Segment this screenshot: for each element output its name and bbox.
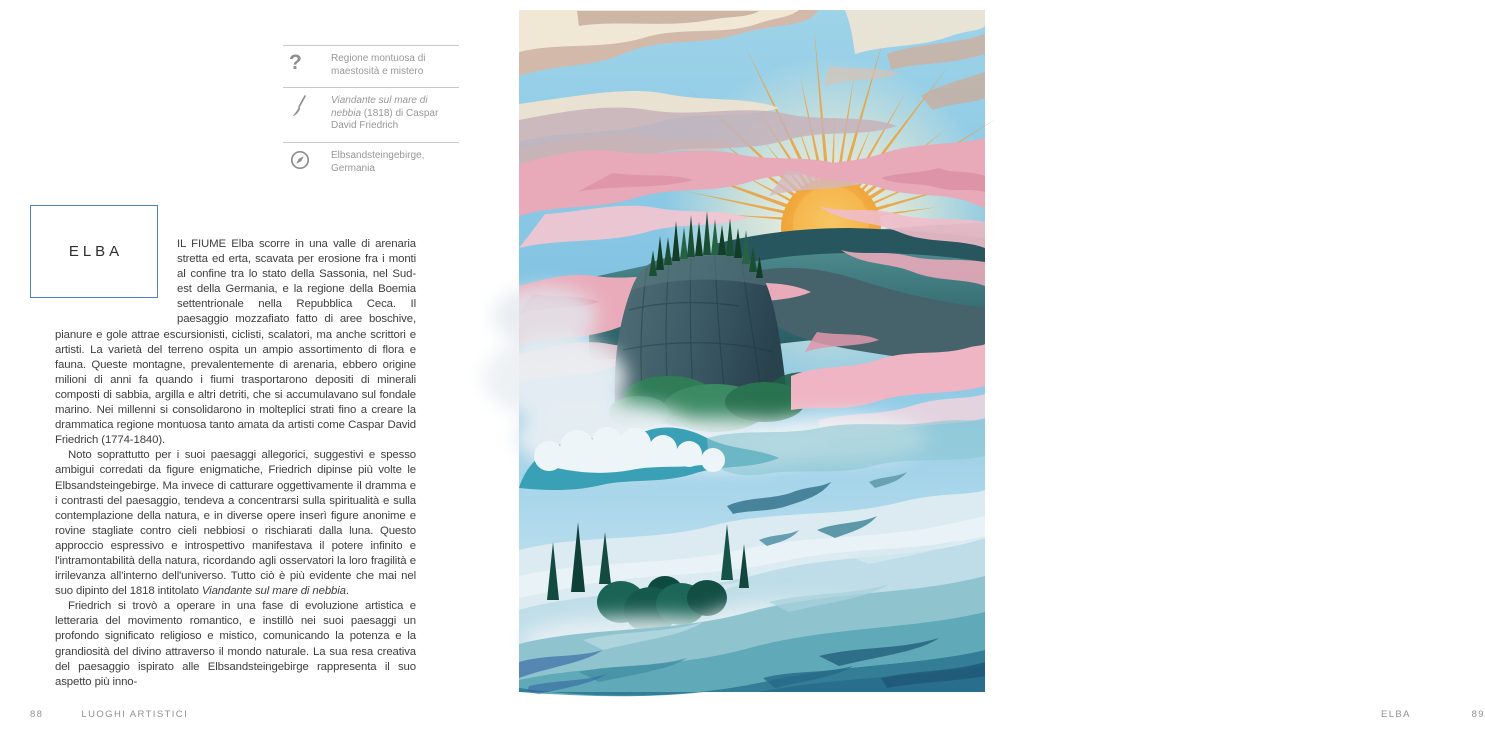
running-head-left: LUOGHI ARTISTICI	[81, 709, 189, 720]
paragraph-2: Noto soprattutto per i suoi paesaggi allegorici, suggestivi e spesso ambigui corredati da figure enigmatiche, Friedrich dipinse più volte le Elbsandsteingebirge. Ma invece di catturare oggettivamente il dramma e i contrasti del paesaggio, tendeva a concentrarsi sulla spiritualità e sulla contemplazione della natura, e in diverse opere inserì figure anonime e rovine stagliate contro cieli nebbiosi o rischiarati dalla luna. Questo approccio espressivo e introspettivo manifestava il potere infinito e l'intramontabilità della natura, ricordando agli osservatori la loro fragilità e irrilevanza all'interno dell'universo. Tutto ciò è più evidente che mai nel suo dipinto del 1818 intitolato Viandante sul mare di nebbia.	[55, 449, 416, 598]
article-text	[55, 237, 416, 690]
question-mark-icon: ?	[289, 51, 302, 74]
text-wrap-spacer	[55, 237, 177, 313]
page-number-right: 89	[1471, 709, 1485, 720]
running-head-right: ELBA	[1381, 709, 1411, 720]
paintbrush-icon	[289, 107, 309, 124]
info-item-region	[283, 45, 459, 87]
left-page	[0, 0, 500, 748]
footer-left	[30, 709, 188, 720]
caption-location: Elbsandsteingebirge, Germania	[331, 149, 425, 174]
paragraph-3: Friedrich si trovò a operare in una fase di evoluzione artistica e letteraria del movimento romantico, e instillò nei suoi paesaggi un profondo significato religioso e mistico, comunicando la potenza e la grandiosità del divino attraverso il mondo naturale. La sua resa creativa del paesaggio ispirato alle Elbsandsteingebirge rappresenta il suo aspetto più inno-	[55, 600, 416, 688]
right-page	[500, 0, 1485, 748]
paragraph-1: IL FIUME Elba scorre in una valle di arenaria stretta ed erta, scavata per erosione fra i monti al confine tra lo stato della Sassonia, nel Sud-est della Germania, e la regione della Boemia settentrionale nella Repubblica Ceca. Il paesaggio mozzafiato fatto di aree boschive, pianure e gole attrae escursionisti, ciclisti, scalatori, ma anche scrittori e artisti. La varietà del terreno ospita un ampio assortimento di flora e fauna. Queste montagne, prevalentemente di arenaria, ebbero origine milioni di anni fa quando i fiumi trasportarono depositi di minerali composti di sabbia, argilla e altri detriti, che si accumulavano sul fondale marino. Nei millenni si consolidarono in molteplici strati fino a creare la drammatica regione montuosa tanto amata da artisti come Caspar David Friedrich (1774-1840).	[55, 238, 416, 447]
chapter-title: ELBA	[68, 243, 124, 260]
compass-icon	[289, 158, 311, 175]
page-number-left: 88	[30, 709, 44, 720]
info-block	[283, 45, 459, 185]
elba-illustration	[519, 10, 985, 692]
artwork-title-inline: Viandante sul mare di nebbia	[201, 585, 346, 598]
caption-region: Regione montuosa di maestosità e mistero	[331, 53, 426, 77]
caption-artwork: Viandante sul mare di nebbia (1818) di Caspar David Friedrich	[331, 95, 439, 132]
footer-right	[1381, 709, 1485, 720]
info-item-location	[283, 142, 459, 185]
info-item-artwork	[283, 87, 459, 142]
